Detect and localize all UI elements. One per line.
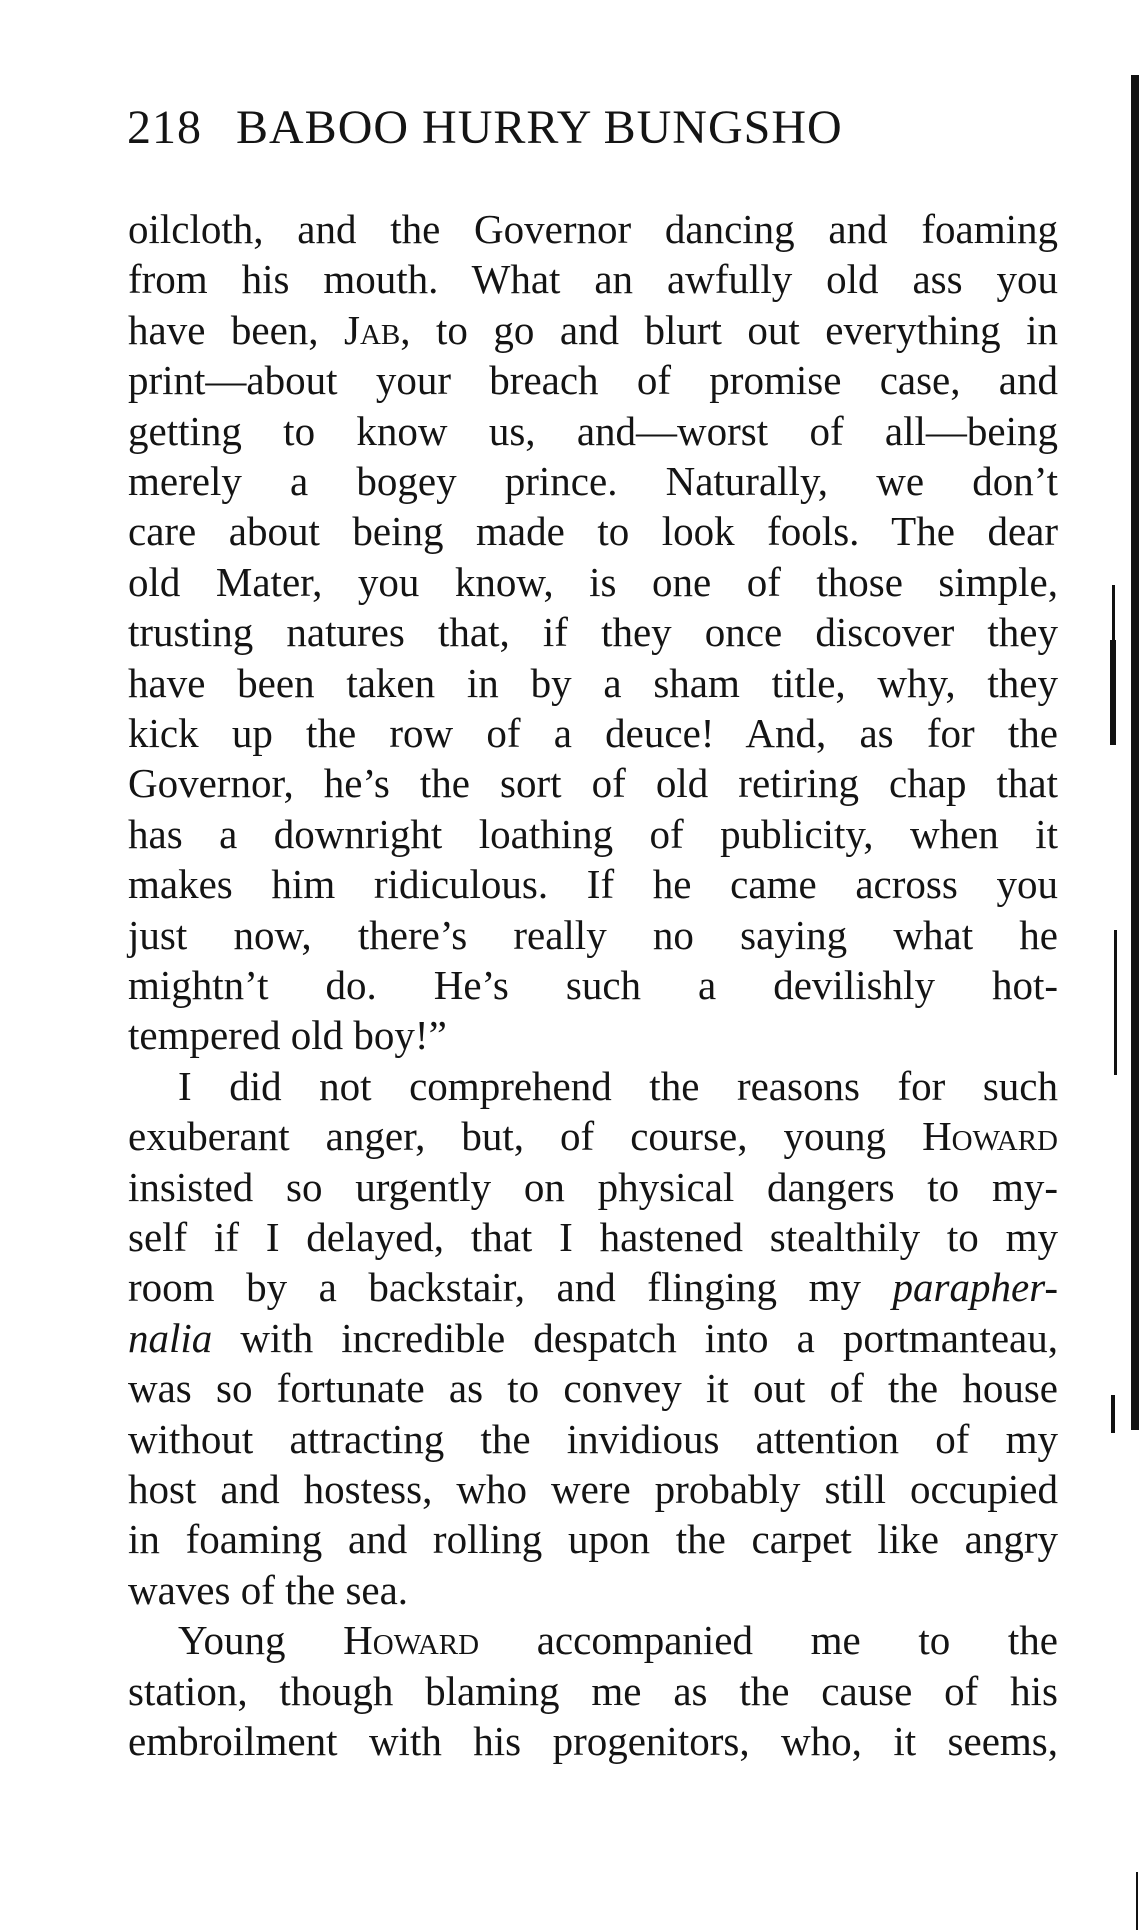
text-line: merely a bogey prince. Naturally, we don’t bbox=[128, 458, 1058, 504]
binding-edge-mark bbox=[1136, 1872, 1138, 1930]
text-line: Governor, he’s the sort of old retiring chap that bbox=[128, 760, 1058, 806]
text-line: Young Howard accompanied me to the bbox=[178, 1617, 1058, 1663]
text-line: host and hostess, who were probably still occupied bbox=[128, 1466, 1058, 1512]
text-line: care about being made to look fools. The dear bbox=[128, 508, 1058, 554]
text-line: exuberant anger, but, of course, young Howard bbox=[128, 1113, 1058, 1159]
binding-edge-mark bbox=[1114, 930, 1117, 1075]
text-line: without attracting the invidious attention of my bbox=[128, 1416, 1058, 1462]
text-line: old Mater, you know, is one of those simple, bbox=[128, 559, 1058, 605]
text-line: station, though blaming me as the cause of his bbox=[128, 1668, 1058, 1714]
text-line: have been, Jab, to go and blurt out everything in bbox=[128, 307, 1058, 353]
text-line: in foaming and rolling upon the carpet like angry bbox=[128, 1516, 1058, 1562]
running-header bbox=[127, 98, 1067, 158]
text-line: have been taken in by a sham title, why, they bbox=[128, 660, 1058, 706]
text-line: trusting natures that, if they once discover they bbox=[128, 609, 1058, 655]
text-line: from his mouth. What an awfully old ass you bbox=[128, 256, 1058, 302]
text-line: room by a backstair, and flinging my parapher- bbox=[128, 1264, 1058, 1310]
text-line: I did not comprehend the reasons for such bbox=[178, 1063, 1058, 1109]
binding-edge-shadow bbox=[1131, 75, 1139, 1430]
text-line: tempered old boy!” bbox=[128, 1012, 447, 1058]
text-line: print—about your breach of promise case, and bbox=[128, 357, 1058, 403]
text-line: self if I delayed, that I hastened stealthily to my bbox=[128, 1214, 1058, 1260]
binding-edge-mark bbox=[1110, 640, 1116, 745]
text-line: waves of the sea. bbox=[128, 1567, 409, 1613]
page-number: 218 bbox=[127, 101, 202, 154]
binding-edge-mark bbox=[1111, 1395, 1115, 1433]
text-line: insisted so urgently on physical dangers to my- bbox=[128, 1164, 1058, 1210]
text-line: makes him ridiculous. If he came across you bbox=[128, 861, 1058, 907]
text-line: was so fortunate as to convey it out of the house bbox=[128, 1365, 1058, 1411]
text-line: getting to know us, and—worst of all—being bbox=[128, 408, 1058, 454]
text-line: embroilment with his progenitors, who, it seems, bbox=[128, 1718, 1058, 1764]
text-line: has a downright loathing of publicity, when it bbox=[128, 811, 1058, 857]
running-title: BABOO HURRY BUNGSHO bbox=[236, 101, 843, 154]
text-line: mightn’t do. He’s such a devilishly hot- bbox=[128, 962, 1058, 1008]
text-line: just now, there’s really no saying what he bbox=[128, 912, 1058, 958]
text-line: nalia with incredible despatch into a portmanteau, bbox=[128, 1315, 1058, 1361]
text-line: oilcloth, and the Governor dancing and foaming bbox=[128, 206, 1058, 252]
text-line: kick up the row of a deuce! And, as for the bbox=[128, 710, 1058, 756]
